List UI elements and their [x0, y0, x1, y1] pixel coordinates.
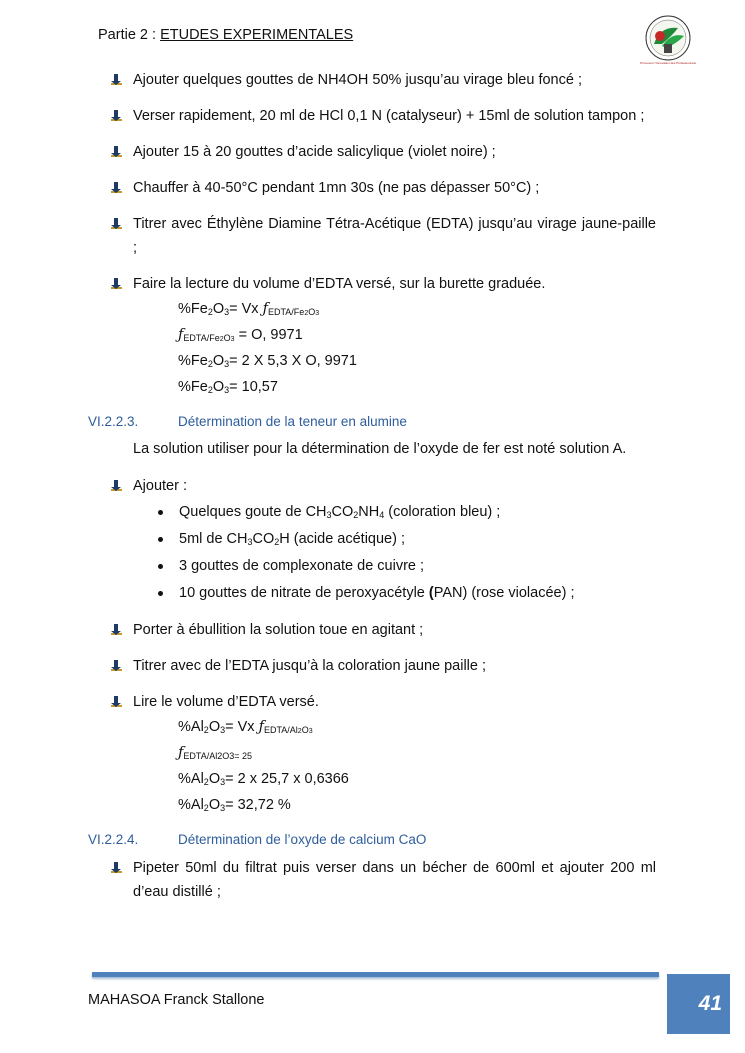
- step-cao-1: Pipeter 50ml du filtrat puis verser dans un bécher de 600ml et ajouter 200 ml d’eau distillé ;: [133, 860, 656, 900]
- reagent-4: 10 gouttes de nitrate de peroxyacétyle (PAN) (rose violacée) ;: [179, 585, 575, 601]
- step-fe-2: Verser rapidement, 20 ml de HCl 0,1 N (catalyseur) + 15ml de solution tampon ;: [133, 108, 645, 124]
- disc-bullet-icon: [158, 564, 163, 569]
- arrow-bullet-icon: [110, 277, 123, 291]
- intro-alumine: La solution utiliser pour la détermination de l’oxyde de fer est noté solution A.: [133, 441, 627, 457]
- logo-text: Promovoir l’Innovation des Professionnels: [640, 61, 696, 65]
- reagent-3: 3 gouttes de complexonate de cuivre ;: [179, 558, 425, 574]
- section-heading-alumine: [88, 414, 407, 429]
- arrow-bullet-icon: [110, 861, 123, 875]
- arrow-bullet-icon: [110, 659, 123, 673]
- step-al-2: Titrer avec de l’EDTA jusqu’à la coloration jaune paille ;: [133, 658, 487, 674]
- step-al-1: Porter à ébullition la solution toue en agitant ;: [133, 622, 424, 638]
- formula-fe-4: $\%Fe_2O_3= 10,57$: [178, 379, 278, 395]
- step-fe-4: Chauffer à 40-50°C pendant 1mn 30s (ne pas dépasser 50°C) ;: [133, 180, 540, 196]
- arrow-bullet-icon: [110, 109, 123, 123]
- footer-rule: [92, 972, 659, 977]
- institution-logo: [632, 14, 704, 66]
- section-heading-cao: [88, 832, 427, 847]
- disc-bullet-icon: [158, 510, 163, 515]
- arrow-bullet-icon: [110, 217, 123, 231]
- section-title: Détermination de l’oxyde de calcium CaO: [178, 832, 427, 847]
- formula-al-1: $\%Al_2O_3= Vx$ $ƒ_{EDTA/Al2O3}$: [178, 719, 313, 735]
- page-number: 41: [698, 992, 722, 1015]
- formula-al-3: $\%Al_2O_3= 2$ x 25,7 x 0,6366: [178, 771, 349, 787]
- arrow-bullet-icon: [110, 73, 123, 87]
- section-number: VI.2.2.3.: [88, 414, 139, 429]
- ajouter-label: Ajouter :: [133, 478, 187, 494]
- step-fe-5: Titrer avec Éthylène Diamine Tétra-Acétique (EDTA) jusqu’au virage jaune-paille ;: [133, 216, 656, 256]
- arrow-bullet-icon: [110, 479, 123, 493]
- formula-fe-1: $\%Fe_2O_3= Vx$ $ƒ_{EDTA/Fe2O3}$: [178, 301, 320, 317]
- arrow-bullet-icon: [110, 623, 123, 637]
- arrow-bullet-icon: [110, 181, 123, 195]
- reagent-1: Quelques goute de $CH_3CO_2NH_4$ (coloration bleu) ;: [179, 504, 501, 520]
- running-header: [98, 27, 353, 43]
- header-prefix: Partie 2 :: [98, 27, 161, 43]
- step-al-3: Lire le volume d’EDTA versé.: [133, 694, 319, 710]
- arrow-bullet-icon: [110, 695, 123, 709]
- header-title: ETUDES EXPERIMENTALES: [160, 27, 354, 43]
- formula-fe-2: $ƒ_{EDTA/Fe2O3} = O$, 9971: [178, 327, 303, 343]
- footer-author: MAHASOA Franck Stallone: [88, 992, 265, 1008]
- page-number-box: [667, 974, 730, 1034]
- step-fe-1: Ajouter quelques gouttes de NH4OH 50% jusqu’au virage bleu foncé ;: [133, 72, 582, 88]
- disc-bullet-icon: [158, 537, 163, 542]
- disc-bullet-icon: [158, 591, 163, 596]
- step-fe-6: Faire la lecture du volume d’EDTA versé, sur la burette graduée.: [133, 276, 546, 292]
- section-title: Détermination de la teneur en alumine: [178, 414, 407, 429]
- section-number: VI.2.2.4.: [88, 832, 139, 847]
- formula-al-4: $\%Al_2O_3= 32,72$ %: [178, 797, 291, 813]
- reagent-2: 5ml de $CH_3CO_2H$ (acide acétique) ;: [179, 531, 406, 547]
- step-fe-3: Ajouter 15 à 20 gouttes d’acide salicylique (violet noire) ;: [133, 144, 496, 160]
- formula-fe-3: $\%Fe_2O_3= 2$ X 5,3 X O, 9971: [178, 353, 357, 369]
- formula-al-2: $ƒ_{EDTA/Al2O3= 25}$: [178, 745, 252, 761]
- arrow-bullet-icon: [110, 145, 123, 159]
